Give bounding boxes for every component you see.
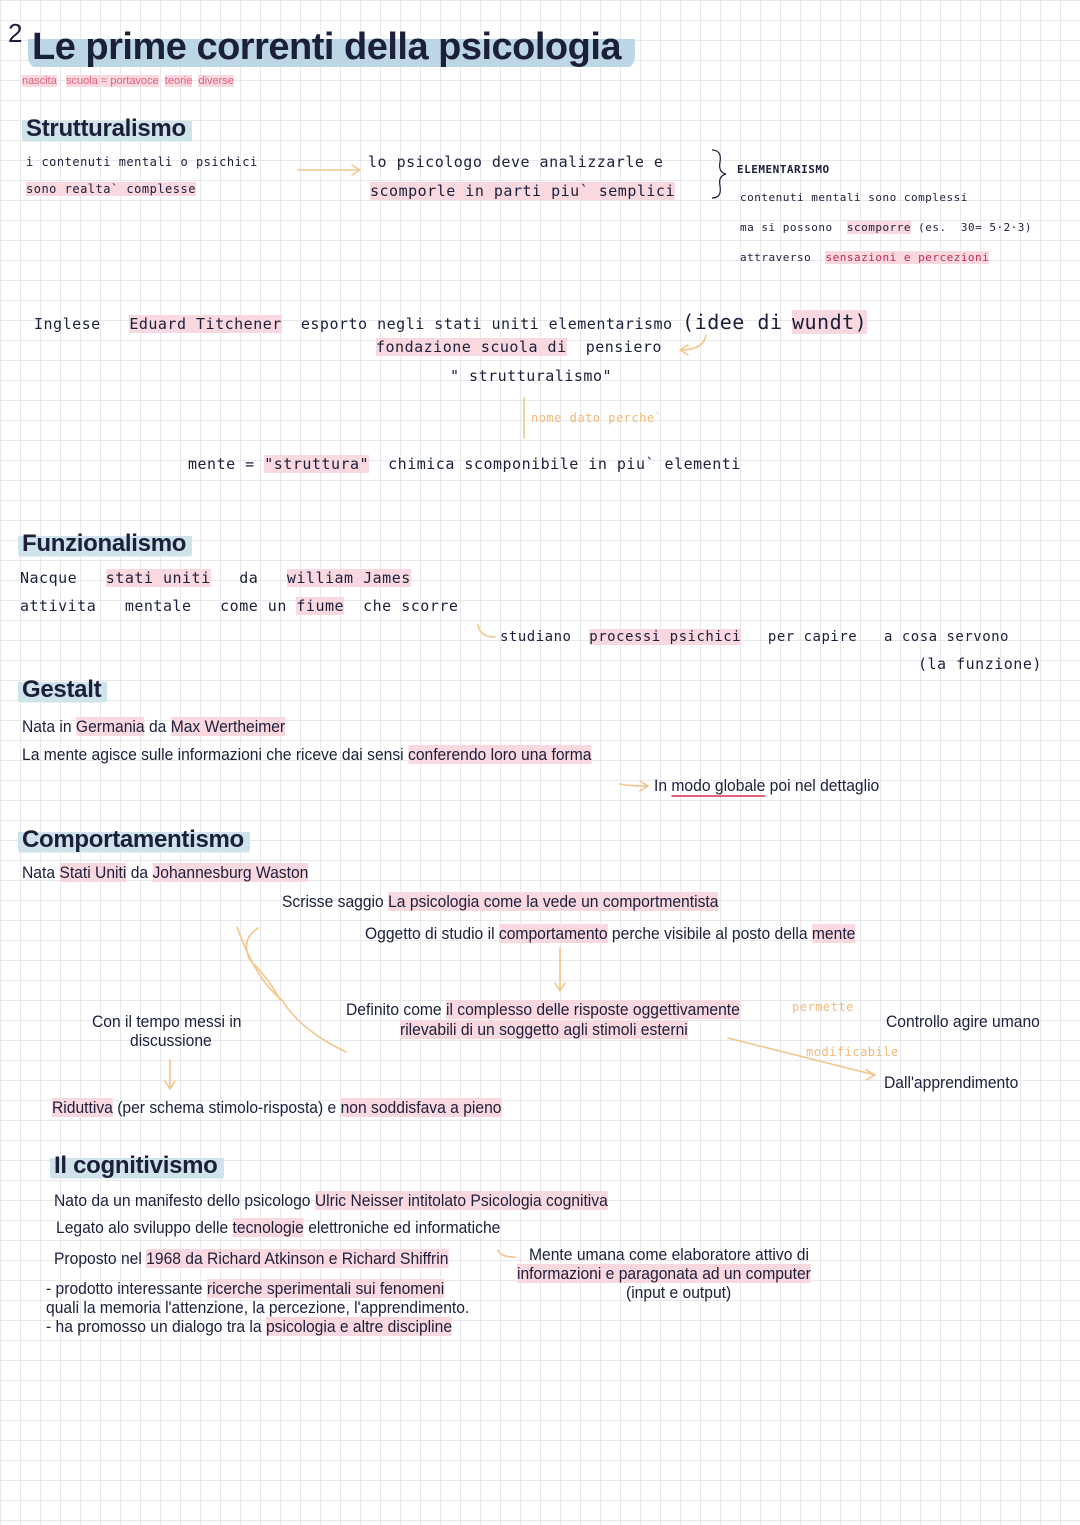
cogn-line-3: Proposto nel 1968 da Richard Atkinson e Richard Shiffrin xyxy=(54,1249,449,1268)
cogn-mente-2: informazioni e paragonata ad un computer xyxy=(517,1264,811,1283)
gestalt-line-2: La mente agisce sulle informazioni che riceve dai sensi conferendo loro una forma xyxy=(22,745,592,764)
comp-line-4: Definito come il complesso delle risposte oggettivamente xyxy=(346,1000,740,1019)
strutt-line-2: sono realta` complesse xyxy=(26,182,196,196)
elementarismo-line-2: ma si possono scomporre (es. 30= 5·2·3) xyxy=(740,221,1033,234)
elementarismo-line-3: attraverso sensazioni e percezioni xyxy=(740,251,990,264)
page-title: Le prime correnti della psicologia xyxy=(28,26,635,69)
heading-cognitivismo: Il cognitivismo xyxy=(50,1152,224,1181)
comp-line-5: rilevabili di un soggetto agli stimoli esterni xyxy=(400,1020,688,1039)
cogn-mente-3: (input e output) xyxy=(626,1283,732,1302)
tempo-line-1: Con il tempo messi in xyxy=(92,1012,242,1031)
mente-struttura-line: mente = "struttura" chimica scomponibile in piu` elementi xyxy=(188,455,741,473)
strutt-line-1: i contenuti mentali o psichici xyxy=(26,155,258,169)
controllo-label: Controllo agire umano xyxy=(886,1012,1040,1031)
cogn-mente-1: Mente umana come elaboratore attivo di xyxy=(529,1245,809,1264)
heading-funzionalismo: Funzionalismo xyxy=(18,530,192,559)
elementarismo-line-1: contenuti mentali sono complessi xyxy=(740,191,968,204)
strutturalismo-quote: " strutturalismo" xyxy=(450,367,613,385)
riduttiva-line: Riduttiva (per schema stimolo-risposta) e non soddisfava a pieno xyxy=(52,1098,502,1117)
elementarismo-title: ELEMENTARISMO xyxy=(737,163,830,176)
titchener-line: Inglese Eduard Titchener esporto negli stati uniti elementarismo (idee di wundt) xyxy=(34,310,868,334)
heading-comportamentismo: Comportamentismo xyxy=(18,826,250,855)
cogn-bullet-3: - ha promosso un dialogo tra la psicologia e altre discipline xyxy=(46,1317,453,1336)
subtitle-nascita: nascita scuola = portavoce teorie diverse xyxy=(22,75,234,87)
cogn-line-2: Legato alo sviluppo delle tecnologie elettroniche ed informatiche xyxy=(56,1218,501,1237)
comp-line-1: Nata Stati Uniti da Johannesburg Waston xyxy=(22,863,309,882)
gestalt-line-3: In modo globale poi nel dettaglio xyxy=(654,776,880,795)
apprendimento-label: Dall'apprendimento xyxy=(884,1073,1019,1092)
cogn-line-1: Nato da un manifesto dello psicologo Ulric Neisser intitolato Psicologia cognitiva xyxy=(54,1191,608,1210)
comp-line-2: Scrisse saggio La psicologia come la vede un comportmentista xyxy=(282,892,719,911)
page-number: 2 xyxy=(8,18,23,48)
heading-gestalt: Gestalt xyxy=(18,676,107,705)
nome-dato: nome dato perche` xyxy=(531,411,663,425)
funz-line-1: Nacque stati uniti da william James xyxy=(20,569,411,587)
funz-line-3: studiano processi psichici per capire a cosa servono xyxy=(500,629,1009,645)
fondazione-line: fondazione scuola di pensiero xyxy=(376,338,662,356)
funz-line-2: attivita mentale come un fiume che scorre xyxy=(20,597,459,615)
cogn-bullet-1: - prodotto interessante ricerche sperimentali sui fenomeni xyxy=(46,1279,445,1298)
strutt-right-1: lo psicologo deve analizzarle e xyxy=(368,153,664,171)
modificabile-label: modificabile xyxy=(806,1045,899,1059)
tempo-line-2: discussione xyxy=(130,1031,212,1050)
funz-line-4: (la funzione) xyxy=(918,655,1042,673)
comp-line-3: Oggetto di studio il comportamento perche visibile al posto della mente xyxy=(365,924,856,943)
gestalt-line-1: Nata in Germania da Max Wertheimer xyxy=(22,717,286,736)
permette-label: permette xyxy=(792,1000,854,1014)
strutt-right-2: scomporle in parti piu` semplici xyxy=(370,182,675,200)
cogn-bullet-2: quali la memoria l'attenzione, la percezione, l'apprendimento. xyxy=(46,1298,470,1317)
heading-strutturalismo: Strutturalismo xyxy=(22,115,192,144)
